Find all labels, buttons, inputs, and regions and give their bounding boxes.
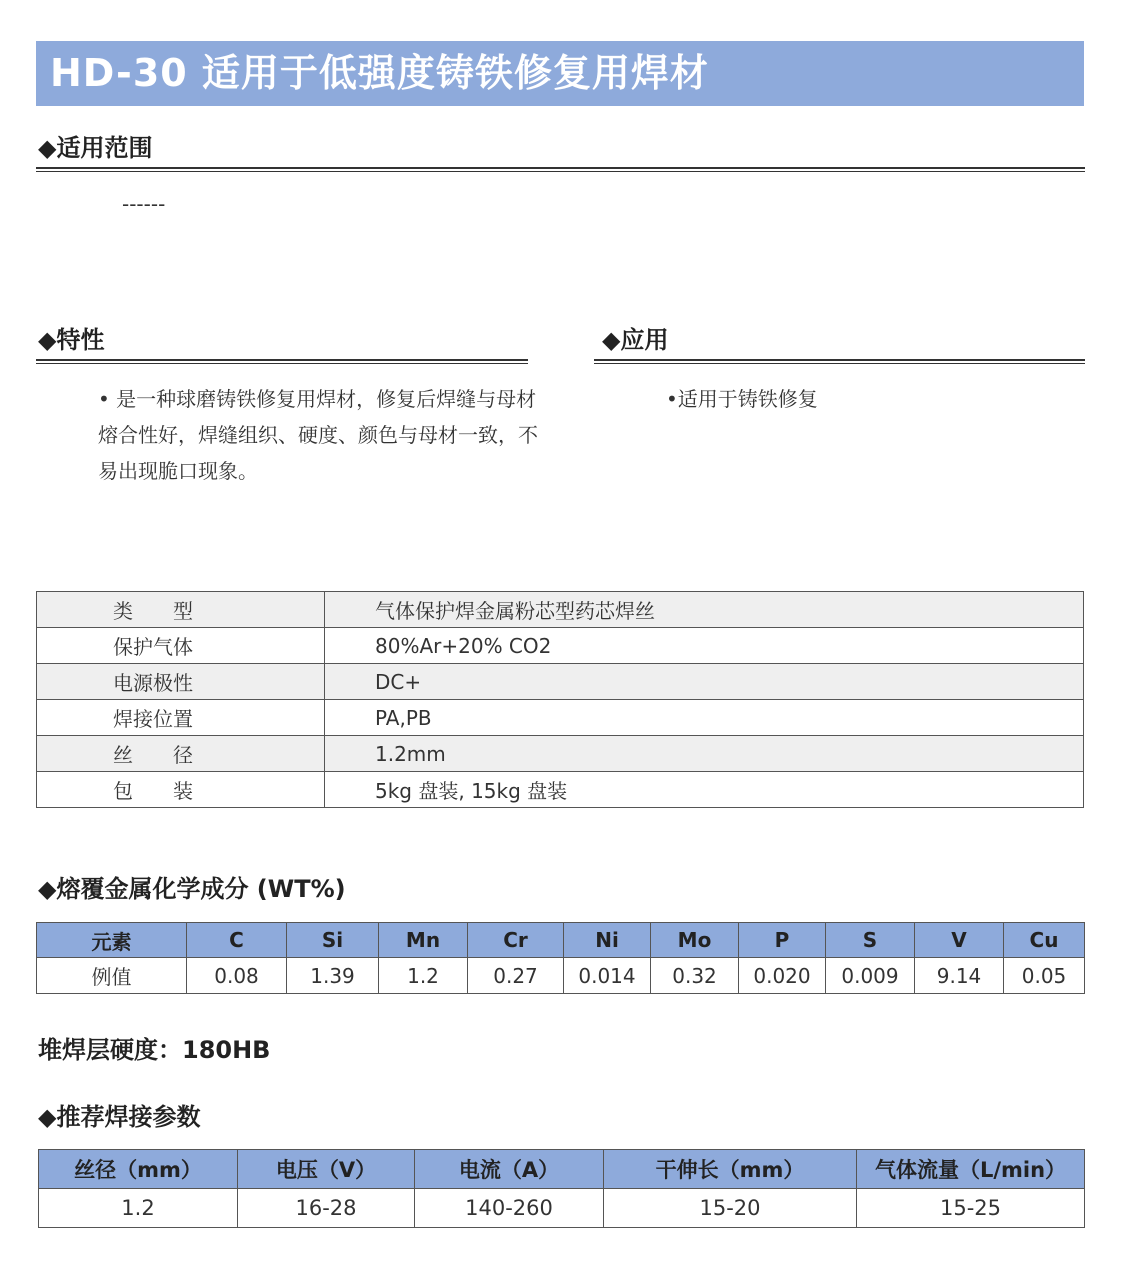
- params-header: 气体流量（L/min）: [857, 1150, 1085, 1189]
- params-cell: 16-28: [238, 1189, 415, 1228]
- table-row: [37, 736, 1084, 772]
- chem-cell: 0.014: [564, 958, 651, 994]
- params-cell: 1.2: [39, 1189, 238, 1228]
- chem-header: Cr: [468, 923, 564, 958]
- spec-value: DC+: [325, 664, 1084, 700]
- table-header-row: [37, 923, 1085, 958]
- chem-header: Mn: [379, 923, 468, 958]
- spec-key: 丝 径: [37, 736, 325, 772]
- features-rule: [36, 359, 528, 364]
- chemistry-table: [36, 922, 1085, 994]
- spec-value: 80%Ar+20% CO2: [325, 628, 1084, 664]
- chem-cell: 0.05: [1004, 958, 1085, 994]
- table-row: [39, 1189, 1085, 1228]
- chem-cell: 0.27: [468, 958, 564, 994]
- table-header-row: [39, 1150, 1085, 1189]
- spec-value: 气体保护焊金属粉芯型药芯焊丝: [325, 592, 1084, 628]
- application-bullet: •适用于铸铁修复: [666, 387, 818, 411]
- chem-header: V: [915, 923, 1004, 958]
- scope-rule: [36, 167, 1085, 172]
- params-cell: 15-20: [604, 1189, 857, 1228]
- spec-key: 焊接位置: [37, 700, 325, 736]
- chem-header: 元素: [37, 923, 187, 958]
- chem-cell: 0.009: [826, 958, 915, 994]
- features-heading: ◆特性: [38, 326, 105, 354]
- chem-header: C: [187, 923, 287, 958]
- chem-header: Cu: [1004, 923, 1085, 958]
- params-cell: 140-260: [415, 1189, 604, 1228]
- chem-header: Mo: [651, 923, 739, 958]
- spec-key: 电源极性: [37, 664, 325, 700]
- chem-header: Si: [287, 923, 379, 958]
- table-row: [37, 628, 1084, 664]
- table-row: [37, 772, 1084, 808]
- params-header: 电流（A）: [415, 1150, 604, 1189]
- spec-key: 包 装: [37, 772, 325, 808]
- chem-cell: 0.020: [739, 958, 826, 994]
- chem-header: P: [739, 923, 826, 958]
- table-row: [37, 592, 1084, 628]
- application-heading: ◆应用: [602, 326, 669, 354]
- params-cell: 15-25: [857, 1189, 1085, 1228]
- spec-value: 5kg 盘装, 15kg 盘装: [325, 772, 1084, 808]
- spec-value: PA,PB: [325, 700, 1084, 736]
- spec-table: [36, 591, 1084, 808]
- params-header: 电压（V）: [238, 1150, 415, 1189]
- spec-value: 1.2mm: [325, 736, 1084, 772]
- table-row: [37, 700, 1084, 736]
- chem-header: Ni: [564, 923, 651, 958]
- params-header: 丝径（mm）: [39, 1150, 238, 1189]
- spec-key: 保护气体: [37, 628, 325, 664]
- params-table: [38, 1149, 1085, 1228]
- chem-cell: 0.08: [187, 958, 287, 994]
- title-bar: [36, 41, 1084, 106]
- chem-cell: 1.39: [287, 958, 379, 994]
- params-heading: ◆推荐焊接参数: [38, 1103, 201, 1131]
- chem-cell: 9.14: [915, 958, 1004, 994]
- params-header: 干伸长（mm）: [604, 1150, 857, 1189]
- chem-header: S: [826, 923, 915, 958]
- scope-text: ------: [122, 192, 166, 216]
- application-rule: [594, 359, 1085, 364]
- spec-key: 类 型: [37, 592, 325, 628]
- features-bullet: • 是一种球磨铸铁修复用焊材，修复后焊缝与母材熔合性好，焊缝组织、硬度、颜色与母材一致，不易出现脆口现象。: [98, 387, 538, 483]
- scope-heading: ◆适用范围: [38, 134, 153, 162]
- hardness-text: 堆焊层硬度：180HB: [38, 1036, 271, 1064]
- chem-cell: 0.32: [651, 958, 739, 994]
- chem-cell: 例值: [37, 958, 187, 994]
- chemistry-heading: ◆熔覆金属化学成分 (WT%): [38, 875, 346, 903]
- table-row: [37, 958, 1085, 994]
- chem-cell: 1.2: [379, 958, 468, 994]
- table-row: [37, 664, 1084, 700]
- page-title: HD-30 适用于低强度铸铁修复用焊材: [50, 51, 709, 95]
